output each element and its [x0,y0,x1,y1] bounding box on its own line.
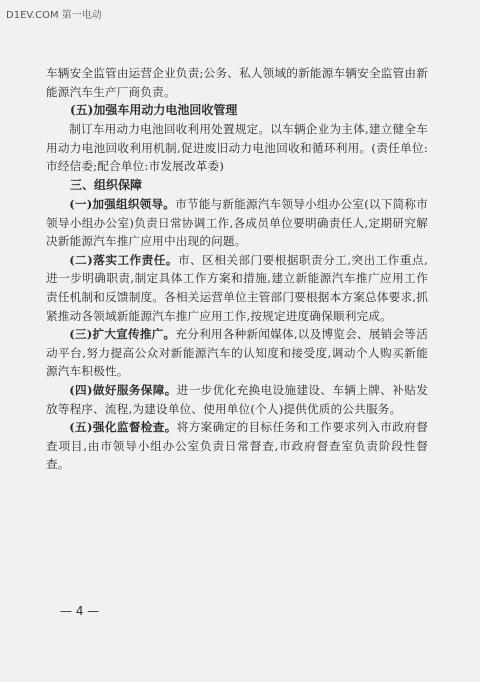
item-title: (四)做好服务保障。 [69,382,177,397]
item-service-guarantee [46,381,428,418]
item-publicity [46,325,428,381]
item-title: (三)扩大宣传推广。 [69,327,176,342]
item-title: (一)加强组织领导。 [69,196,176,211]
item-body: 市、区相关部门要根据职责分工,突出工作重点,进一步明确职责,制定具体工作方案和措施,建立新能源汽车推广应用工作责任机制和反馈制度。各相关运营单位主管部门要根据本方案总体要求,抓紧推动各领域新能源汽车推广应用工作,按规定进度确保顺利完成。 [46,252,428,323]
subheading-battery-recycling: (五)加强车用动力电池回收管理 [70,103,238,118]
document-body [46,64,428,474]
item-title: (五)强化监督检查。 [69,420,177,435]
page-number: — 4 — [60,604,100,618]
paragraph-vehicle-safety: 车辆安全监管由运营企业负责;公务、私人领域的新能源车辆安全监管由新能源汽车生产厂商负责。 [46,66,428,99]
section-heading-organization: 三、组织保障 [70,177,143,192]
item-body: 将方案确定的目标任务和工作要求列入市政府督查项目,由市领导小组办公室负责日常督查,市政府督查室负责阶段性督查。 [46,420,428,472]
item-body: 充分利用各种新闻媒体,以及博览会、展销会等活动平台,努力提高公众对新能源汽车的认知度和接受度,调动个人购买新能源汽车积极性。 [46,327,428,379]
watermark: D1EV.COM 第一电动 [6,10,102,21]
item-body: 市节能与新能源汽车领导小组办公室(以下简称市领导小组办公室)负责日常协调工作,各成员单位要明确责任人,定期研究解决新能源汽车推广应用中出现的问题。 [46,196,428,249]
item-title: (二)落实工作责任。 [69,252,178,267]
item-work-responsibility [46,251,428,325]
paragraph-battery-recycling: 制订车用动力电池回收利用处置规定。以车辆企业为主体,建立健全车用动力电池回收利用机制,促进废旧动力电池回收和循环利用。(责任单位:市经信委;配合单位:市发展改革委) [46,122,428,174]
item-supervision [46,418,428,474]
item-body: 进一步优化充换电设施建设、车辆上牌、补贴发放等程序、流程,为建设单位、使用单位(个人)提供优质的公共服务。 [46,382,428,416]
item-organization-leadership [46,195,428,251]
